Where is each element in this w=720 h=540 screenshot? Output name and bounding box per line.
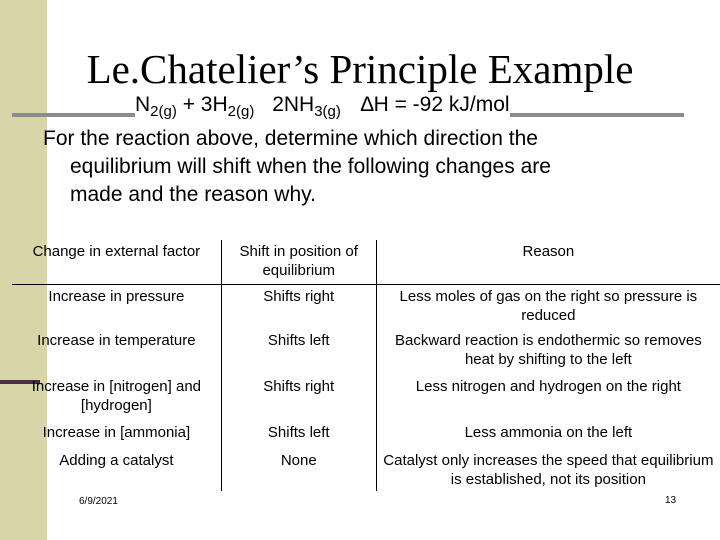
equation-n2: N <box>135 93 151 116</box>
cell-reason: Backward reaction is endothermic so removes heat by shifting to the left <box>376 329 720 375</box>
header-change: Change in external factor <box>12 240 221 284</box>
cell-shift: Shifts left <box>267 332 330 349</box>
equation-nh3-state: 3(g) <box>314 103 341 120</box>
intro-text <box>43 125 643 209</box>
cell-change: Increase in [ammonia] <box>12 421 221 449</box>
intro-line-3: made and the reason why. <box>70 183 316 206</box>
cell-reason: Less ammonia on the left <box>376 421 720 449</box>
cell-reason: Less nitrogen and hydrogen on the right <box>376 375 720 421</box>
equilibrium-table <box>12 240 720 491</box>
table-row <box>12 449 720 491</box>
cell-shift: Shifts left <box>267 424 330 441</box>
cell-change: Adding a catalyst <box>12 449 221 491</box>
cell-change: Increase in [nitrogen] and [hydrogen] <box>12 375 221 421</box>
equation-enthalpy: ∆H = -92 kJ/mol <box>360 93 510 116</box>
equation-nh3: 2NH <box>272 93 315 116</box>
reaction-equation <box>135 92 510 118</box>
page-number: 13 <box>665 495 677 506</box>
cell-reason: Catalyst only increases the speed that equilibrium is established, not its position <box>376 449 720 491</box>
cell-shift: Shifts right <box>263 287 335 305</box>
cell-reason: Less moles of gas on the right so pressure is reduced <box>376 284 720 329</box>
table-row <box>12 375 720 421</box>
cell-change: Increase in temperature <box>12 329 221 375</box>
cell-shift: None <box>280 452 317 469</box>
intro-line-2: equilibrium will shift when the following changes are <box>70 155 551 178</box>
table-header-row <box>12 240 720 284</box>
table-row <box>12 284 720 329</box>
header-reason: Reason <box>376 240 720 284</box>
table-row <box>12 421 720 449</box>
equation-h2: + 3H <box>182 93 228 116</box>
slide-title: Le.Chatelier’s Principle Example <box>86 46 634 92</box>
equation-n2-state: 2(g) <box>150 103 177 120</box>
cell-shift: Shifts right <box>263 378 335 395</box>
equation-h2-state: 2(g) <box>227 103 255 120</box>
header-shift: Shift in position of equilibrium <box>221 240 376 284</box>
footer-date: 6/9/2021 <box>79 496 118 507</box>
intro-line-1: For the reaction above, determine which direction the <box>43 127 538 150</box>
cell-change: Increase in pressure <box>12 284 221 329</box>
table-row <box>12 329 720 375</box>
